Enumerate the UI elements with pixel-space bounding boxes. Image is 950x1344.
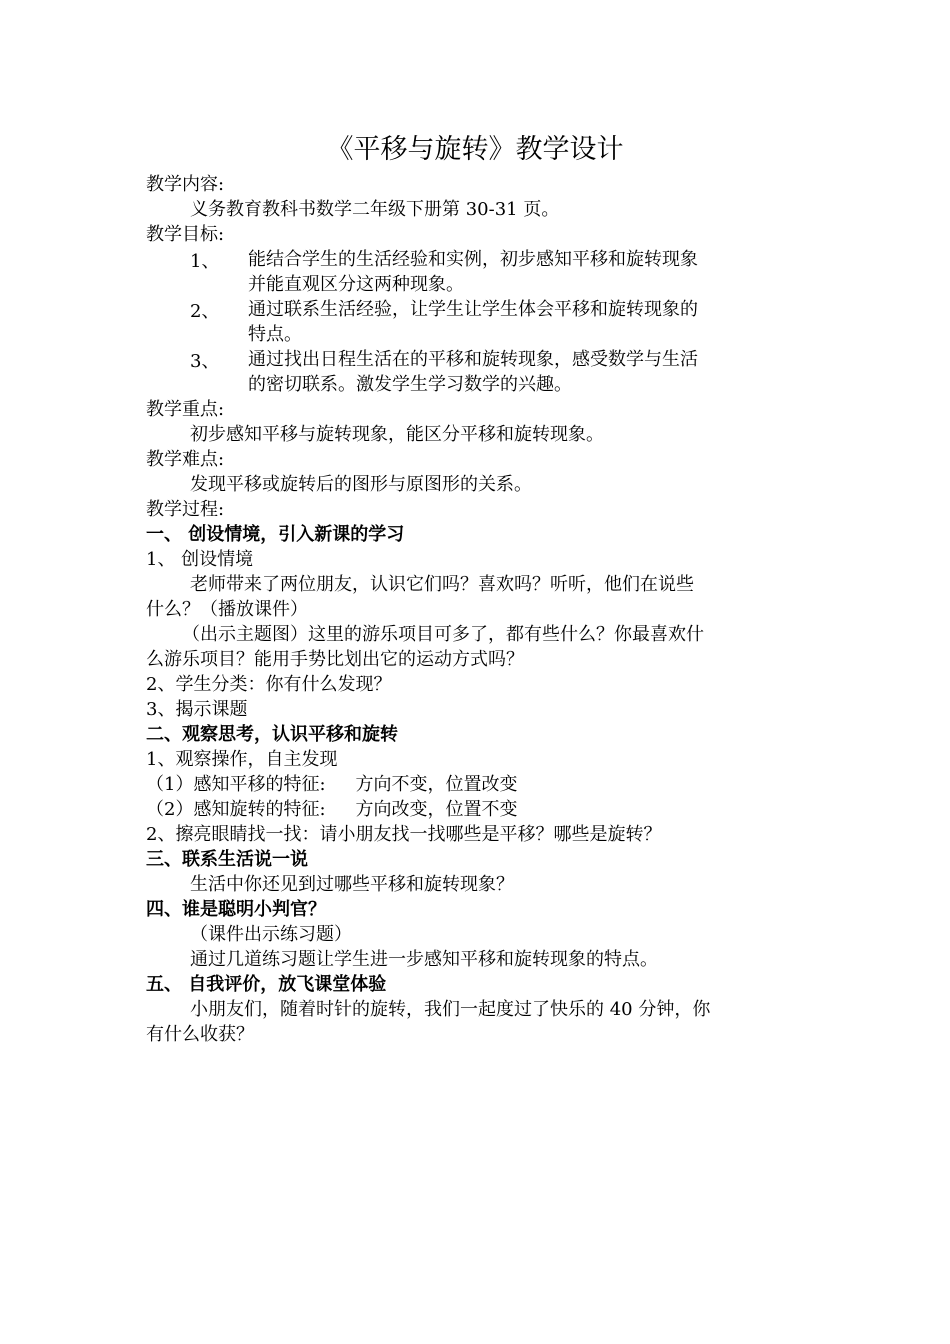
difficulty-text: 发现平移或旋转后的图形与原图形的关系。 — [190, 474, 532, 495]
objective-number: 1、 — [190, 251, 220, 272]
step-observe: 1、观察操作，自主发现 — [146, 749, 338, 770]
paragraph-line: 么游乐项目？能用手势比划出它的运动方式吗？ — [146, 649, 524, 670]
objective-number: 3、 — [190, 351, 220, 372]
document-body — [146, 172, 816, 1047]
section-heading-4: 四、谁是聪明小判官？ — [146, 899, 326, 920]
document-title: 《平移与旋转》教学设计 — [326, 134, 624, 165]
step-reveal-topic: 3、揭示课题 — [146, 699, 248, 720]
key-point-label: 教学重点: — [146, 399, 225, 420]
content-label: 教学内容: — [146, 174, 225, 195]
objective-text: 能结合学生的生活经验和实例，初步感知平移和旋转现象 并能直观区分这两种现象。 — [248, 249, 698, 295]
paragraph-line: （出示主题图）这里的游乐项目可多了，都有些什么？你最喜欢什 — [182, 624, 704, 645]
paragraph-line: （课件出示练习题） — [190, 924, 352, 945]
objective-text: 通过联系生活经验，让学生让学生体会平移和旋转现象的 特点。 — [248, 299, 698, 345]
objective-text: 通过找出日程生活在的平移和旋转现象，感受数学与生活 的密切联系。激发学生学习数学的兴趣。 — [248, 349, 698, 395]
paragraph-line: 老师带来了两位朋友，认识它们吗？喜欢吗？听听，他们在说些 — [190, 574, 694, 595]
step-find: 2、擦亮眼睛找一找：请小朋友找一找哪些是平移？哪些是旋转？ — [146, 824, 662, 845]
step-create-scenario: 1、 创设情境 — [146, 549, 254, 570]
objectives-label: 教学目标: — [146, 224, 225, 245]
feature-translation: （1）感知平移的特征: 方向不变，位置改变 — [146, 774, 518, 795]
content-text: 义务教育教科书数学二年级下册第 30-31 页。 — [190, 199, 560, 220]
feature-rotation: （2）感知旋转的特征: 方向改变，位置不变 — [146, 799, 518, 820]
key-point-text: 初步感知平移与旋转现象，能区分平移和旋转现象。 — [190, 424, 604, 445]
section-heading-2: 二、观察思考，认识平移和旋转 — [146, 724, 398, 745]
paragraph-line: 小朋友们，随着时针的旋转，我们一起度过了快乐的 40 分钟，你 — [190, 999, 711, 1020]
paragraph-line: 通过几道练习题让学生进一步感知平移和旋转现象的特点。 — [190, 949, 658, 970]
objective-number: 2、 — [190, 301, 220, 322]
section-heading-3: 三、联系生活说一说 — [146, 849, 308, 870]
step-classify: 2、学生分类：你有什么发现？ — [146, 674, 392, 695]
difficulty-label: 教学难点: — [146, 449, 225, 470]
objective-item — [146, 297, 816, 347]
paragraph-line: 生活中你还见到过哪些平移和旋转现象？ — [190, 874, 514, 895]
section-heading-1: 一、 创设情境，引入新课的学习 — [146, 524, 405, 545]
section-heading-5: 五、 自我评价，放飞课堂体验 — [146, 974, 387, 995]
objective-item — [146, 247, 816, 297]
paragraph-line: 有什么收获？ — [146, 1024, 254, 1045]
paragraph-line: 什么？（播放课件） — [146, 599, 308, 620]
objective-item — [146, 347, 816, 397]
process-label: 教学过程: — [146, 499, 225, 520]
